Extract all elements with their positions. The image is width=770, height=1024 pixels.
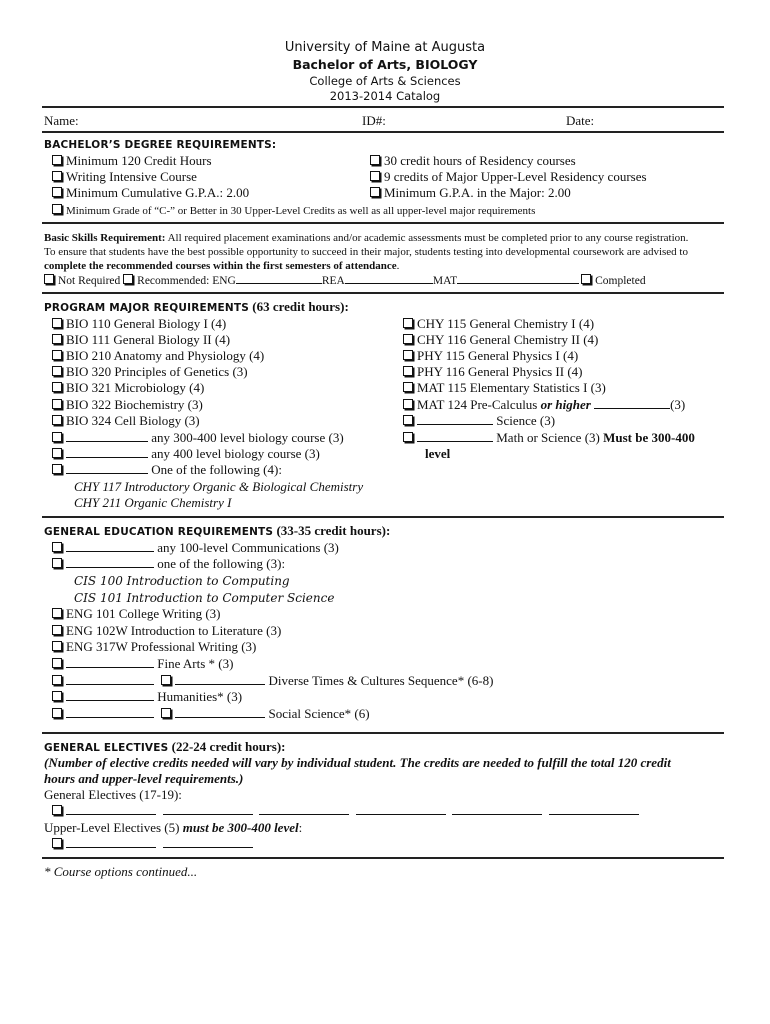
checkbox-icon[interactable] bbox=[52, 448, 62, 458]
course-blank[interactable] bbox=[66, 540, 154, 552]
gen-ed-item: Humanities* (3) bbox=[52, 689, 242, 705]
basic-skills-line: Basic Skills Requirement: All required placement examinations and/or academic assessments must be completed prior to any course registration. bbox=[44, 232, 689, 244]
catalog-year: 2013-2014 Catalog bbox=[329, 89, 441, 103]
elective-blank[interactable] bbox=[452, 803, 542, 815]
upper-electives-row bbox=[52, 836, 253, 852]
checkbox-icon[interactable] bbox=[403, 415, 413, 425]
course-blank[interactable] bbox=[175, 673, 265, 685]
section-heading: GENERAL ELECTIVES (22-24 credit hours): bbox=[44, 739, 286, 754]
general-electives-row bbox=[52, 803, 639, 819]
name-label: Name: bbox=[44, 113, 79, 128]
checkbox-icon[interactable] bbox=[403, 399, 413, 409]
checkbox-icon[interactable] bbox=[52, 415, 62, 425]
course-item: PHY 115 General Physics I (4) bbox=[403, 348, 578, 364]
checkbox-icon[interactable] bbox=[52, 334, 62, 344]
checkbox-icon[interactable] bbox=[52, 187, 62, 197]
course-blank[interactable] bbox=[66, 706, 154, 718]
college-title: College of Arts & Sciences bbox=[309, 74, 461, 88]
course-item: BIO 322 Biochemistry (3) bbox=[52, 397, 203, 413]
checkbox-icon[interactable] bbox=[370, 171, 380, 181]
course-item: MAT 115 Elementary Statistics I (3) bbox=[403, 380, 606, 396]
course-blank[interactable] bbox=[66, 462, 148, 474]
checkbox-icon[interactable] bbox=[403, 432, 413, 442]
course-item: PHY 116 General Physics II (4) bbox=[403, 364, 582, 380]
course-item: BIO 320 Principles of Genetics (3) bbox=[52, 364, 248, 380]
checkbox-icon[interactable] bbox=[52, 350, 62, 360]
university-title: University of Maine at Augusta bbox=[284, 40, 486, 55]
checkbox-icon[interactable] bbox=[123, 274, 133, 284]
elective-blank[interactable] bbox=[549, 803, 639, 815]
basic-skills-line: complete the recommended courses within the first semesters of attendance. bbox=[44, 260, 400, 272]
course-blank[interactable] bbox=[66, 673, 154, 685]
checkbox-icon[interactable] bbox=[52, 675, 62, 685]
course-item: BIO 110 General Biology I (4) bbox=[52, 316, 226, 332]
gen-ed-item: one of the following (3): bbox=[52, 556, 285, 572]
divider bbox=[42, 516, 724, 518]
course-blank[interactable] bbox=[66, 689, 154, 701]
gen-ed-item: Diverse Times & Cultures Sequence* (6-8) bbox=[52, 673, 493, 689]
requirement-item: Minimum Cumulative G.P.A.: 2.00 bbox=[52, 185, 249, 201]
course-blank[interactable] bbox=[66, 430, 148, 442]
course-option: CIS 101 Introduction to Computer Science bbox=[74, 591, 335, 605]
course-option: CHY 117 Introductory Organic & Biological Chemistry bbox=[74, 479, 364, 494]
course-blank[interactable] bbox=[66, 556, 154, 568]
divider bbox=[42, 292, 724, 294]
id-label: ID#: bbox=[362, 113, 386, 128]
course-blank[interactable] bbox=[66, 656, 154, 668]
course-blank[interactable] bbox=[417, 430, 493, 442]
divider bbox=[42, 732, 724, 734]
gen-ed-item: ENG 317W Professional Writing (3) bbox=[52, 639, 256, 655]
checkbox-icon[interactable] bbox=[161, 675, 171, 685]
elective-blank[interactable] bbox=[356, 803, 446, 815]
course-note: level bbox=[425, 446, 451, 461]
checkbox-icon[interactable] bbox=[161, 708, 171, 718]
general-electives-label: General Electives (17-19): bbox=[44, 787, 182, 802]
course-item: BIO 324 Cell Biology (3) bbox=[52, 413, 200, 429]
eng-blank[interactable] bbox=[236, 272, 322, 284]
course-item: BIO 321 Microbiology (4) bbox=[52, 380, 204, 396]
degree-title: Bachelor of Arts, BIOLOGY bbox=[292, 57, 478, 72]
continued-note: * Course options continued... bbox=[44, 864, 198, 879]
course-option: CHY 211 Organic Chemistry I bbox=[74, 495, 232, 510]
basic-skills-line: To ensure that students have the best possible opportunity to succeed in their major, students testing into developmental coursework are advised to bbox=[44, 246, 688, 258]
checkbox-icon[interactable] bbox=[52, 155, 62, 165]
divider bbox=[42, 131, 724, 133]
course-item: One of the following (4): bbox=[52, 462, 282, 478]
checkbox-icon[interactable] bbox=[52, 625, 62, 635]
section-heading: GENERAL EDUCATION REQUIREMENTS (33-35 credit hours): bbox=[44, 523, 391, 538]
requirement-item: Minimum Grade of “C-” or Better in 30 Upper-Level Credits as well as all upper-level major requirements bbox=[52, 203, 535, 219]
course-item: Science (3) bbox=[403, 413, 555, 429]
course-item: MAT 124 Pre-Calculus or higher (3) bbox=[403, 397, 685, 413]
checkbox-icon[interactable] bbox=[52, 658, 62, 668]
elective-blank[interactable] bbox=[66, 803, 156, 815]
date-label: Date: bbox=[566, 113, 595, 128]
checkbox-icon[interactable] bbox=[370, 155, 380, 165]
divider bbox=[42, 222, 724, 224]
gen-ed-item: Social Science* (6) bbox=[52, 706, 370, 722]
course-option: CIS 100 Introduction to Computing bbox=[74, 574, 290, 588]
course-item: CHY 115 General Chemistry I (4) bbox=[403, 316, 594, 332]
checkbox-icon[interactable] bbox=[52, 204, 62, 214]
checkbox-icon[interactable] bbox=[403, 366, 413, 376]
course-item: any 400 level biology course (3) bbox=[52, 446, 320, 462]
checkbox-icon[interactable] bbox=[52, 691, 62, 701]
mat-blank[interactable] bbox=[457, 272, 579, 284]
checkbox-icon[interactable] bbox=[52, 558, 62, 568]
elective-blank[interactable] bbox=[163, 836, 253, 848]
checkbox-icon[interactable] bbox=[44, 274, 54, 284]
checkbox-icon[interactable] bbox=[403, 334, 413, 344]
placement-row: Not Required Recommended: ENG REA MAT Completed bbox=[44, 272, 646, 289]
section-heading: BACHELOR’S DEGREE REQUIREMENTS: bbox=[44, 139, 277, 151]
course-item: CHY 116 General Chemistry II (4) bbox=[403, 332, 598, 348]
checkbox-icon[interactable] bbox=[403, 350, 413, 360]
checkbox-icon[interactable] bbox=[52, 542, 62, 552]
checkbox-icon[interactable] bbox=[403, 382, 413, 392]
electives-note: (Number of elective credits needed will vary by individual student. The credits are needed to fulfill the total 120 credit bbox=[44, 755, 671, 770]
gen-ed-item: Fine Arts * (3) bbox=[52, 656, 233, 672]
course-item: Math or Science (3) Must be 300-400 bbox=[403, 430, 695, 446]
requirement-item: Writing Intensive Course bbox=[52, 169, 197, 185]
course-item: any 300-400 level biology course (3) bbox=[52, 430, 344, 446]
requirement-item: Minimum 120 Credit Hours bbox=[52, 153, 212, 169]
section-heading: PROGRAM MAJOR REQUIREMENTS (63 credit hours): bbox=[44, 299, 349, 314]
divider bbox=[42, 857, 724, 859]
course-blank[interactable] bbox=[175, 706, 265, 718]
course-blank[interactable] bbox=[417, 413, 493, 425]
course-item: BIO 210 Anatomy and Physiology (4) bbox=[52, 348, 264, 364]
requirement-item: 9 credits of Major Upper-Level Residency courses bbox=[370, 169, 647, 185]
gen-ed-item: any 100-level Communications (3) bbox=[52, 540, 339, 556]
upper-electives-label: Upper-Level Electives (5) must be 300-400 level: bbox=[44, 820, 303, 835]
course-blank[interactable] bbox=[594, 397, 670, 409]
elective-blank[interactable] bbox=[163, 803, 253, 815]
checkbox-icon[interactable] bbox=[52, 382, 62, 392]
checkbox-icon[interactable] bbox=[52, 171, 62, 181]
checkbox-icon[interactable] bbox=[52, 399, 62, 409]
checkbox-icon[interactable] bbox=[52, 464, 62, 474]
checkbox-icon[interactable] bbox=[52, 608, 62, 618]
checkbox-icon[interactable] bbox=[52, 805, 62, 815]
rea-blank[interactable] bbox=[345, 272, 433, 284]
course-blank[interactable] bbox=[66, 446, 148, 458]
requirement-item: 30 credit hours of Residency courses bbox=[370, 153, 576, 169]
checkbox-icon[interactable] bbox=[581, 274, 591, 284]
gen-ed-item: ENG 101 College Writing (3) bbox=[52, 606, 221, 622]
checkbox-icon[interactable] bbox=[52, 838, 62, 848]
checkbox-icon[interactable] bbox=[403, 318, 413, 328]
checkbox-icon[interactable] bbox=[52, 366, 62, 376]
checkbox-icon[interactable] bbox=[52, 641, 62, 651]
divider bbox=[42, 106, 724, 108]
course-item: BIO 111 General Biology II (4) bbox=[52, 332, 230, 348]
elective-blank[interactable] bbox=[259, 803, 349, 815]
checkbox-icon[interactable] bbox=[52, 708, 62, 718]
elective-blank[interactable] bbox=[66, 836, 156, 848]
checkbox-icon[interactable] bbox=[52, 318, 62, 328]
requirement-item: Minimum G.P.A. in the Major: 2.00 bbox=[370, 185, 571, 201]
electives-note: hours and upper-level requirements.) bbox=[44, 771, 244, 786]
checkbox-icon[interactable] bbox=[52, 432, 62, 442]
checkbox-icon[interactable] bbox=[370, 187, 380, 197]
gen-ed-item: ENG 102W Introduction to Literature (3) bbox=[52, 623, 281, 639]
